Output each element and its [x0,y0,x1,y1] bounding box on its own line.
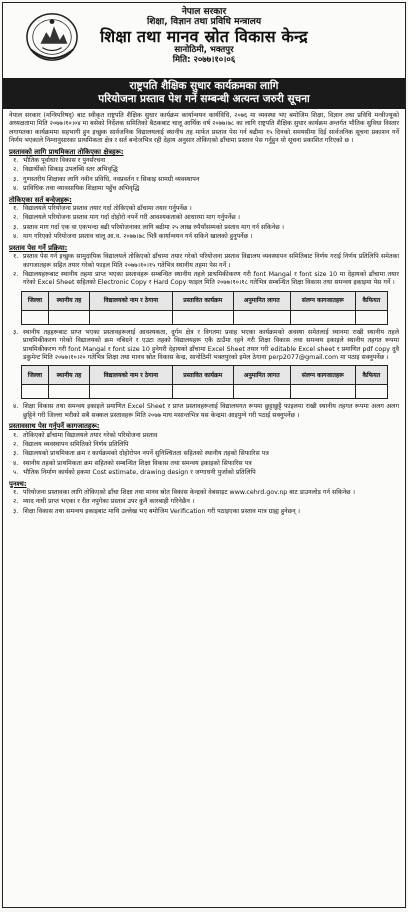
list-item: १. परियोजना प्रस्तावका लागि तोकिएको ढाँचा शिक्षा तथा मानव स्रोत विकास केन्द्रको वेबसाइट www.cehrd.gov.np बाट डाउनलोड गर्न सकिनेछ । [13,489,355,496]
documents-list [9,432,399,478]
process-list-cont [9,329,399,363]
table-header: कैफियत [355,291,387,310]
notice-date: मिति: २०७७।१०।०६ [172,54,236,65]
list-item: २. विद्यालयहरूबाट स्थानीय तहमा प्राप्त भएका प्रस्तावहरू सम्बन्धित स्थानीय तहले प्राथमिकीकरण गरी font Mangal र font size 10 मा देहायको ढाँचामा तयार गरेको Excel Sheet सहितको Electronic Copy र Hard Copy फाइल मिति २०७७।१०।१८ गतेभित्र सम्बन्धित शिक्षा विकास तथा समन्वय इकाइमा पेस गर्ने । [13,270,399,287]
center-address: सानोठिमी, भक्तपुर [174,45,234,56]
notice-title [3,78,405,109]
table-header: संलग्न कागजातहरू [290,366,355,385]
priority-heading: प्रस्तावको लागि प्राथमिकता तोकिएका क्षेत्रहरू: [9,147,124,156]
notice-body [3,109,405,516]
table-header: कैफियत [355,366,387,385]
list-item: १. भौतिक पूर्वाधार विकास र पुनर्संरचना [13,157,106,165]
govt-name: नेपाल सरकार [181,7,227,17]
nepal-emblem-icon [23,11,81,63]
format-table-2 [21,365,388,399]
header [3,3,405,75]
list-item: ३. प्रस्ताव माग गर्दा एक वा एकभन्दा बढी परियोजनाका लागि बढीमा २५ लाख रुपैयाँसम्मको प्रस्ताव माग गर्न सकिनेछ । [13,223,285,231]
list-item: ४. प्राविधिक तथा व्यावसायिक शिक्षामा पहुँच अभिवृद्धि [13,185,140,193]
conditions-list [9,205,399,242]
notice-page [2,2,406,908]
list-item: ४. शिक्षा विकास तथा समन्वय इकाइले प्रमाणित Excel Sheet र प्राप्त प्रस्तावहरूलाई विद्यालयगत रूपमा छुट्टाछुट्टै फाइलमा राखी स्थानीय तहगत रूपमा अलग अलग छुट्टिने गरी जिल्ला भरीको सबै सक्कल प्रस्तावहरू मिति २०७७ माघ मसान्तभित्र यस केन्द्रमा आइपुग्ने गरी पठाई सक्नुपर्नेछ । [13,403,399,419]
table-header: विद्यालयको नाम र ठेगाना [90,291,173,310]
list-item: ५. भौतिक निर्माण कार्यको हकमा Cost estimate, drawing design र जग्गाधनी पुर्जाको प्रतिलिपि [13,469,256,477]
table-header: विद्यालयको नाम र ठेगाना [90,366,173,385]
notes-heading: पुनश्च: [9,479,27,488]
table-header: अनुमानित लागत [233,291,290,310]
title-line-1: राष्ट्रपति शैक्षिक सुधार कार्यक्रमका लागि [129,80,279,92]
list-item: १. प्रस्ताव पेस गर्न इच्छुक सामुदायिक विद्यालयले तोकिएको ढाँचामा तयार गरेको परियोजना प्रस्ताव विद्यालय व्यवस्थापन समितिबाट निर्णय गराई निर्णय प्रतिलिपि समेतका कागजातहरू सहित तयार गरेको फाइल मिति २०७७।१०।१५ गतेभित्र स्थानीय तहमा पेस गर्ने । [13,253,399,269]
conditions-heading: तोकिएका सर्त बन्देजहरू: [9,195,72,204]
list-item: ३. गुणस्तरीय शिक्षाका लागि नवीन प्रविधि, नवप्रवर्तन र सिकाइ सामग्री व्यवस्थापन [13,175,200,183]
process-heading: प्रस्ताव पेस गर्ने प्रक्रिया: [9,243,68,252]
list-item: २. म्याद नाघी प्राप्त भएका र रीत नपुगेका प्रस्ताव उपर कुनै कारबाही गरिनेछैन । [13,498,195,506]
process-list [9,253,399,288]
intro-paragraph: नेपाल सरकार (मन्त्रिपरिषद्) बाट स्वीकृत राष्ट्रपति शैक्षिक सुधार कार्यक्रम कार्यान्वयन कार्यविधि, २०७६ मा व्यवस्था भए बमोजिम शिक्षा, विज्ञान तथा प्रविधि मन्त्रीज्यूको अध्यक्षतामा मिति २०७७।१०।०४ मा बसेको निर्देशक समितिको बैठकबाट चालू आर्थिक वर्ष २०७७।७८ का लागि राष्ट्रपति शैक्षिक सुधार कार्यक्रम अन्तर्गत भौतिक सुविधा विस्तार लगायतका कार्यक्रममा सहभागी हुन इच्छुक सार्वजनिक विद्यालयलाई स्थानीय तह मार्फत प्रस्ताव पेस गर्न बढीमा १५ दिनको समयसीमा दिई सार्वजनिक सूचना प्रकाशन गर्ने निर्णय भएकाले निम्नानुसारका प्राथमिकता क्षेत्र र सर्त बन्देजभित्र रही देहाय अनुसार तोकिएको ढाँचामा प्रस्ताव पेस गर्नुहुन यो सूचना प्रकाशित गरिएको छ । [9,112,399,145]
list-item: २. विद्यालय व्यवस्थापन समितिको निर्णय प्रतिलिपि [13,440,129,448]
table-row [22,310,388,324]
table-row [22,385,388,399]
list-item: ३. स्थानीय तहहरूबाट प्राप्त भएका प्रस्तावहरूलाई आवश्यकता, दुर्गम क्षेत्र र विगतमा प्रवाह भएका कार्यक्रमको अवस्था समेतलाई ध्यानमा राखी स्थानीय तहले प्राथमिकीकरण गरेको विद्यालयको क्रम नबिग्रने र एउटा तहको विद्यालयहरू एकै ठाउँमा रहने गरी शिक्षा विकास तथा समन्वय इकाइले स्थानीय तहगत रूपमा प्राथमिकीकरण गरी font Mangal र font size 10 हुनेगरी देहायको ढाँचामा Excel Sheet तयार गरी editable Excel sheet र प्रमाणित pdf copy दुवै डकुमेन्ट मिति २०७७।१०।२० गतेभित्र शिक्षा तथा मानव स्रोत विकास केन्द्र, सानोठिमी भक्तपुरको इमेल ठेगाना perp2077@gmail.com मा पठाइ सक्नुपर्नेछ । [13,328,399,361]
list-item: १. तोकिएको ढाँचामा विद्यालयले तयार गरेको परियोजना प्रस्ताव [13,431,158,439]
table-header: स्थानीय तह [48,291,89,310]
priority-list [9,157,399,194]
list-item: १. विद्यालयले परियोजना प्रस्ताव तयार गर्दा तोकिएको ढाँचामा तयार गर्नुपर्नेछ । [13,205,192,213]
list-item: ४. माग गरिएको परियोजना प्रस्ताव चालू आ.व. २०७७।७८ भित्रै कार्यान्वयन गर्न सकिने खालको हुनुपर्नेछ । [13,233,253,241]
table-header: स्थानीय तह [48,366,89,385]
table-header: जिल्ला [22,291,49,310]
table-header: जिल्ला [22,366,49,385]
table-header: प्रस्तावित कार्यक्रम [172,366,233,385]
list-item: ३. विद्यालयको प्राथमिकता क्रम र कार्यक्रमको दोहोरोपन नपर्ने सुनिश्चितता सहितको स्थानीय तहको सिफारिस पत्र [13,450,269,458]
process-list-cont-2 [9,403,399,420]
list-item: २. विद्यार्थीको सिकाइ उपलब्धि स्तर अभिवृद्धि [13,166,118,174]
notes-list [9,489,399,516]
list-item: ३. शिक्षा विकास तथा समन्वय इकाइबाट माथि उल्लेख भए बमोजिम Verification गरी पठाइएका प्रस्ताव मात्र ग्राह्य हुनेछन् । [13,507,300,515]
list-item: २. विद्यालयले परियोजना प्रस्ताव माग गर्दा दोहोरो नपर्ने गरी आवश्यकताको आधारमा माग गर्नुपर्नेछ । [13,214,241,222]
format-table-1 [21,291,388,325]
table-header: संलग्न कागजातहरू [290,291,355,310]
title-line-2: परियोजना प्रस्ताव पेश गर्ने सम्बन्धी अत्यन्त जरुरी सूचना [98,93,310,105]
documents-heading: प्रस्तावसाथ पेस गर्नुपर्ने कागजातहरू: [9,422,100,431]
ministry-name: शिक्षा, विज्ञान तथा प्रविधि मन्त्रालय [146,17,262,28]
center-name: शिक्षा तथा मानव स्रोत विकास केन्द्र [100,26,308,46]
table-header: अनुमानित लागत [233,366,290,385]
table-header: प्रस्तावित कार्यक्रम [172,291,233,310]
list-item: ४. स्थानीय तहको प्राथमिकता क्रम सहितको सम्बन्धित शिक्षा विकास तथा समन्वय इकाइको सिफारिस पत्र [13,459,252,467]
